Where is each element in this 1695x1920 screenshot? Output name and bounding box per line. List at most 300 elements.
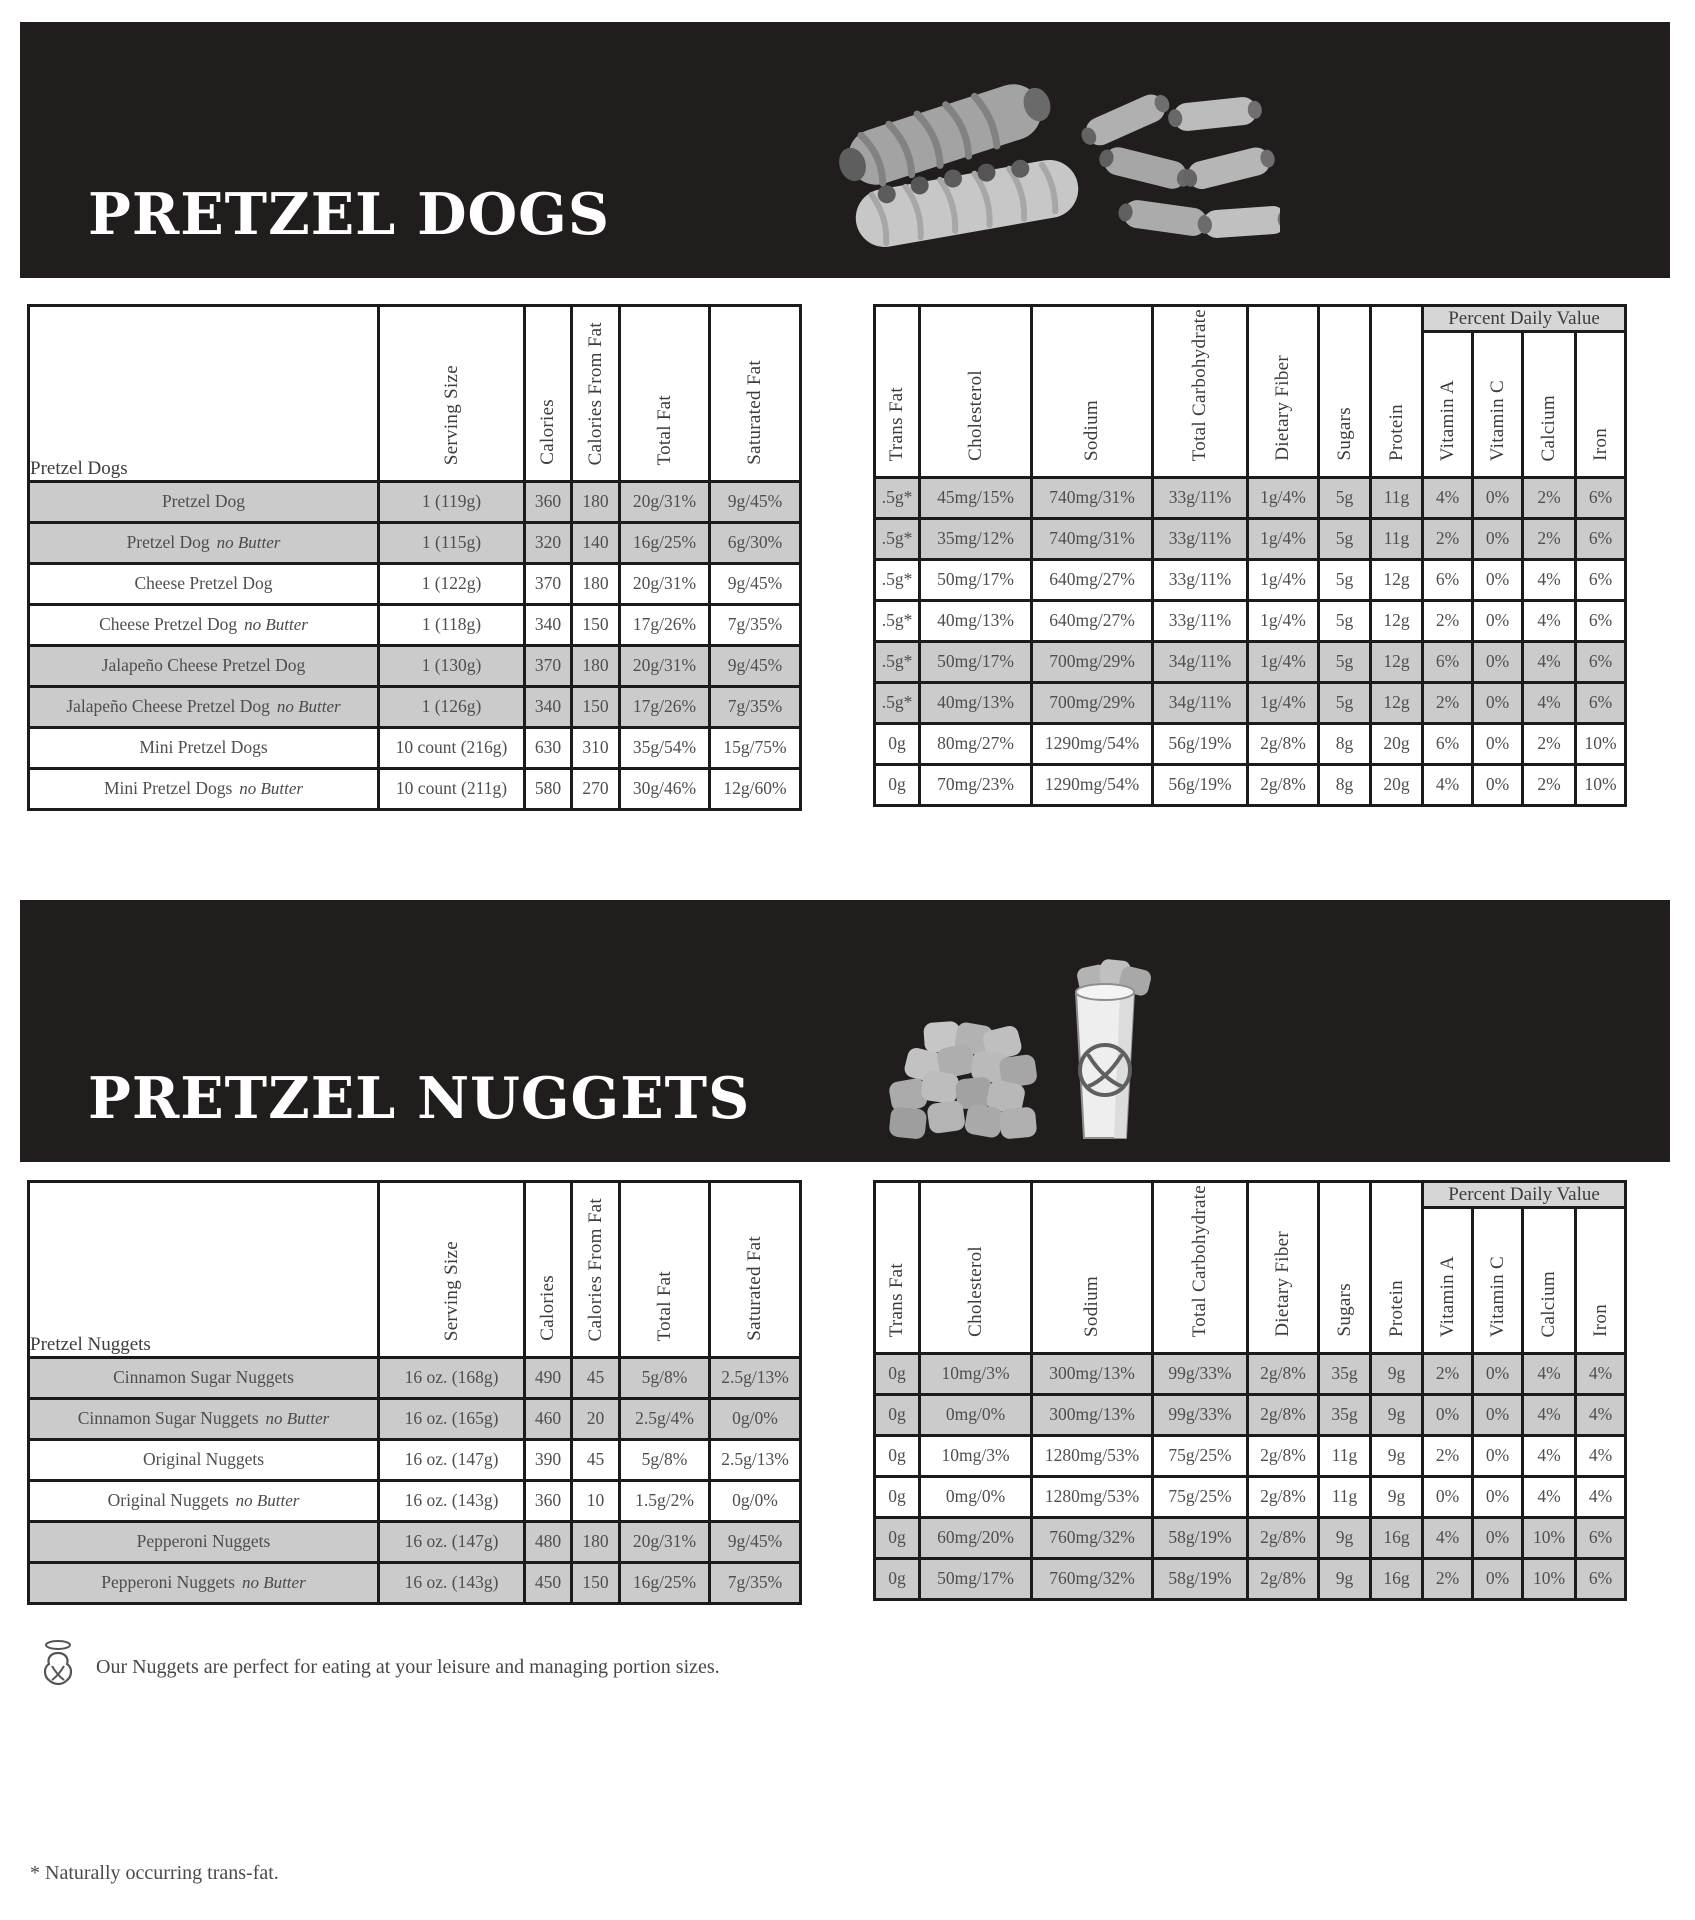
value-cell: 4% bbox=[1423, 478, 1473, 519]
table-row bbox=[29, 1399, 801, 1440]
value-cell: .5g* bbox=[875, 683, 920, 724]
table-header-row bbox=[29, 1182, 801, 1358]
column-header bbox=[1153, 306, 1248, 478]
column-header bbox=[920, 306, 1032, 478]
pretzel-nuggets-banner bbox=[20, 900, 1670, 1162]
value-cell: 20g bbox=[1371, 765, 1423, 806]
item-name: Cheese Pretzel Dog bbox=[134, 573, 273, 594]
table-header-row bbox=[875, 1182, 1626, 1208]
column-header-label: Dietary Fiber bbox=[1272, 355, 1293, 461]
column-header bbox=[572, 1182, 620, 1358]
value-cell: 1280mg/53% bbox=[1032, 1436, 1153, 1477]
item-name-cell bbox=[29, 1399, 379, 1440]
value-cell: 10% bbox=[1523, 1518, 1576, 1559]
value-cell: 2g/8% bbox=[1248, 1395, 1319, 1436]
value-cell: 0% bbox=[1473, 601, 1523, 642]
column-header-label: Calcium bbox=[1538, 394, 1559, 461]
value-cell: 150 bbox=[572, 1563, 620, 1604]
column-header-label: Trans Fat bbox=[886, 1262, 907, 1337]
table-row bbox=[29, 564, 801, 605]
value-cell: 50mg/17% bbox=[920, 1559, 1032, 1600]
value-cell: 45 bbox=[572, 1358, 620, 1399]
value-cell: 370 bbox=[525, 646, 572, 687]
value-cell: 17g/26% bbox=[620, 605, 710, 646]
value-cell: 9g bbox=[1371, 1354, 1423, 1395]
table-row bbox=[875, 1477, 1626, 1518]
item-name: Jalapeño Cheese Pretzel Dog bbox=[66, 696, 270, 717]
item-name: Pepperoni Nuggets bbox=[101, 1572, 235, 1593]
value-cell: 150 bbox=[572, 605, 620, 646]
item-name-suffix: no Butter bbox=[216, 533, 281, 553]
value-cell: 16 oz. (143g) bbox=[379, 1481, 525, 1522]
column-header bbox=[875, 306, 920, 478]
column-header-label: Iron bbox=[1589, 1304, 1611, 1337]
value-cell: 5g/8% bbox=[620, 1440, 710, 1481]
table-row bbox=[29, 1440, 801, 1481]
table-row bbox=[29, 605, 801, 646]
column-header-label: Cholesterol bbox=[964, 370, 986, 461]
value-cell: 10 bbox=[572, 1481, 620, 1522]
value-cell: 4% bbox=[1576, 1354, 1626, 1395]
value-cell: 0% bbox=[1473, 1395, 1523, 1436]
table-row bbox=[875, 1518, 1626, 1559]
column-header bbox=[1576, 1208, 1626, 1354]
table-row bbox=[29, 687, 801, 728]
value-cell: 4% bbox=[1523, 1354, 1576, 1395]
table-row bbox=[29, 1522, 801, 1563]
value-cell: 56g/19% bbox=[1153, 724, 1248, 765]
table-row bbox=[29, 646, 801, 687]
table-row bbox=[875, 1354, 1626, 1395]
value-cell: 6% bbox=[1576, 519, 1626, 560]
item-name-cell bbox=[29, 1440, 379, 1481]
value-cell: 2.5g/13% bbox=[710, 1358, 801, 1399]
value-cell: 2% bbox=[1423, 683, 1473, 724]
column-header-label: Dietary Fiber bbox=[1272, 1231, 1293, 1337]
column-header bbox=[1248, 1182, 1319, 1354]
value-cell: 0% bbox=[1473, 1477, 1523, 1518]
column-header-label: Vitamin A bbox=[1436, 379, 1458, 461]
column-header-label: Calories From Fat bbox=[584, 1197, 606, 1341]
column-header bbox=[1319, 306, 1371, 478]
item-name-cell bbox=[29, 769, 379, 810]
value-cell: 16 oz. (165g) bbox=[379, 1399, 525, 1440]
pretzel-dogs-title: PRETZEL DOGS bbox=[88, 181, 610, 248]
value-cell: 20g/31% bbox=[620, 564, 710, 605]
column-header-label: Cholesterol bbox=[964, 1246, 986, 1337]
value-cell: 11g bbox=[1371, 519, 1423, 560]
column-header bbox=[1371, 306, 1423, 478]
table-row bbox=[29, 1358, 801, 1399]
value-cell: 16g bbox=[1371, 1518, 1423, 1559]
value-cell: 390 bbox=[525, 1440, 572, 1481]
value-cell: 0g bbox=[875, 1354, 920, 1395]
value-cell: 16 oz. (147g) bbox=[379, 1522, 525, 1563]
item-name-cell bbox=[29, 482, 379, 523]
value-cell: 0% bbox=[1473, 683, 1523, 724]
value-cell: 760mg/32% bbox=[1032, 1518, 1153, 1559]
value-cell: 7g/35% bbox=[710, 605, 801, 646]
value-cell: 0% bbox=[1473, 724, 1523, 765]
column-header-label: Sugars bbox=[1333, 407, 1355, 461]
value-cell: 12g/60% bbox=[710, 769, 801, 810]
item-name-cell bbox=[29, 564, 379, 605]
column-header bbox=[710, 306, 801, 482]
value-cell: 9g/45% bbox=[710, 646, 801, 687]
pretzel-dogs-photo bbox=[820, 56, 1280, 268]
value-cell: 9g bbox=[1319, 1518, 1371, 1559]
column-header-label: Serving Size bbox=[440, 1240, 462, 1341]
value-cell: 0g bbox=[875, 1436, 920, 1477]
value-cell: 6% bbox=[1576, 478, 1626, 519]
value-cell: 6% bbox=[1576, 601, 1626, 642]
value-cell: 7g/35% bbox=[710, 1563, 801, 1604]
column-header-label: Vitamin A bbox=[1436, 1255, 1458, 1337]
value-cell: 1290mg/54% bbox=[1032, 765, 1153, 806]
item-name-cell bbox=[29, 523, 379, 564]
column-header bbox=[1423, 332, 1473, 478]
item-name: Pretzel Dog bbox=[126, 532, 210, 553]
value-cell: 34g/11% bbox=[1153, 683, 1248, 724]
value-cell: 45 bbox=[572, 1440, 620, 1481]
pretzel-nuggets-macros-table bbox=[27, 1180, 802, 1605]
column-header-label: Sodium bbox=[1081, 1276, 1102, 1337]
item-name-suffix: no Butter bbox=[244, 615, 308, 635]
table-row bbox=[875, 1559, 1626, 1600]
value-cell: 58g/19% bbox=[1153, 1518, 1248, 1559]
value-cell: 1g/4% bbox=[1248, 642, 1319, 683]
item-name-suffix: no Butter bbox=[276, 697, 341, 717]
value-cell: 300mg/13% bbox=[1032, 1395, 1153, 1436]
value-cell: 6% bbox=[1576, 1559, 1626, 1600]
value-cell: 0mg/0% bbox=[920, 1477, 1032, 1518]
value-cell: 12g bbox=[1371, 560, 1423, 601]
table-row bbox=[875, 765, 1626, 806]
value-cell: 16 oz. (143g) bbox=[379, 1563, 525, 1604]
percent-daily-value-header: Percent Daily Value bbox=[1423, 1182, 1626, 1208]
column-header bbox=[620, 306, 710, 482]
value-cell: 5g bbox=[1319, 601, 1371, 642]
column-header bbox=[920, 1182, 1032, 1354]
column-header-label: Calories From Fat bbox=[584, 321, 606, 465]
value-cell: 6% bbox=[1423, 724, 1473, 765]
table-header-row bbox=[875, 306, 1626, 332]
value-cell: 10% bbox=[1523, 1559, 1576, 1600]
table-corner-label: Pretzel Dogs bbox=[30, 458, 128, 479]
value-cell: 4% bbox=[1423, 1518, 1473, 1559]
column-header-label: Total Carbohydrate bbox=[1189, 308, 1210, 461]
value-cell: 0% bbox=[1473, 1559, 1523, 1600]
value-cell: 180 bbox=[572, 482, 620, 523]
value-cell: 320 bbox=[525, 523, 572, 564]
value-cell: 35g bbox=[1319, 1354, 1371, 1395]
value-cell: 16 oz. (168g) bbox=[379, 1358, 525, 1399]
value-cell: .5g* bbox=[875, 560, 920, 601]
value-cell: 8g bbox=[1319, 765, 1371, 806]
value-cell: 4% bbox=[1523, 601, 1576, 642]
column-header-label: Sodium bbox=[1081, 400, 1102, 461]
column-header bbox=[1523, 332, 1576, 478]
item-name: Original Nuggets bbox=[142, 1449, 265, 1470]
value-cell: 2% bbox=[1523, 519, 1576, 560]
item-name: Cinnamon Sugar Nuggets bbox=[113, 1367, 294, 1388]
value-cell: 80mg/27% bbox=[920, 724, 1032, 765]
value-cell: 58g/19% bbox=[1153, 1559, 1248, 1600]
value-cell: 34g/11% bbox=[1153, 642, 1248, 683]
pretzel-dogs-daily-value-table bbox=[873, 304, 1627, 807]
value-cell: 0g bbox=[875, 1559, 920, 1600]
value-cell: 9g bbox=[1371, 1395, 1423, 1436]
pretzel-dogs-micros-table bbox=[873, 304, 1627, 807]
value-cell: 2g/8% bbox=[1248, 1436, 1319, 1477]
value-cell: 700mg/29% bbox=[1032, 683, 1153, 724]
item-name-cell bbox=[29, 1563, 379, 1604]
item-name-suffix: no Butter bbox=[239, 779, 304, 799]
value-cell: 0% bbox=[1473, 1354, 1523, 1395]
value-cell: 2g/8% bbox=[1248, 1559, 1319, 1600]
value-cell: 6% bbox=[1576, 683, 1626, 724]
table-row bbox=[29, 728, 801, 769]
column-header bbox=[379, 306, 525, 482]
trans-fat-footnote: * Naturally occurring trans-fat. bbox=[30, 1862, 279, 1884]
value-cell: 5g bbox=[1319, 683, 1371, 724]
column-header-label: Calories bbox=[537, 1275, 558, 1341]
value-cell: 35g/54% bbox=[620, 728, 710, 769]
item-name: Original Nuggets bbox=[107, 1490, 229, 1511]
column-header bbox=[1423, 1208, 1473, 1354]
value-cell: 10% bbox=[1576, 765, 1626, 806]
table-row bbox=[875, 560, 1626, 601]
value-cell: 1280mg/53% bbox=[1032, 1477, 1153, 1518]
value-cell: 10mg/3% bbox=[920, 1436, 1032, 1477]
value-cell: 50mg/17% bbox=[920, 642, 1032, 683]
value-cell: 75g/25% bbox=[1153, 1477, 1248, 1518]
value-cell: 1g/4% bbox=[1248, 683, 1319, 724]
table-row bbox=[875, 478, 1626, 519]
value-cell: 4% bbox=[1523, 683, 1576, 724]
value-cell: 1 (119g) bbox=[379, 482, 525, 523]
table-row bbox=[875, 519, 1626, 560]
value-cell: 6% bbox=[1423, 560, 1473, 601]
item-name-suffix: no Butter bbox=[265, 1409, 330, 1429]
value-cell: 9g/45% bbox=[710, 482, 801, 523]
value-cell: 75g/25% bbox=[1153, 1436, 1248, 1477]
value-cell: 12g bbox=[1371, 642, 1423, 683]
value-cell: 450 bbox=[525, 1563, 572, 1604]
value-cell: 50mg/17% bbox=[920, 560, 1032, 601]
value-cell: 33g/11% bbox=[1153, 519, 1248, 560]
value-cell: 2g/8% bbox=[1248, 765, 1319, 806]
value-cell: 1g/4% bbox=[1248, 478, 1319, 519]
item-name: Cheese Pretzel Dog bbox=[99, 614, 238, 635]
item-name: Pepperoni Nuggets bbox=[136, 1531, 271, 1552]
value-cell: 60mg/20% bbox=[920, 1518, 1032, 1559]
value-cell: 12g bbox=[1371, 683, 1423, 724]
value-cell: 0g bbox=[875, 765, 920, 806]
column-header bbox=[710, 1182, 801, 1358]
value-cell: 33g/11% bbox=[1153, 560, 1248, 601]
value-cell: 2g/8% bbox=[1248, 1518, 1319, 1559]
value-cell: 56g/19% bbox=[1153, 765, 1248, 806]
pretzel-nuggets-daily-value-table bbox=[873, 1180, 1627, 1601]
value-cell: 150 bbox=[572, 687, 620, 728]
value-cell: 7g/35% bbox=[710, 687, 801, 728]
value-cell: .5g* bbox=[875, 601, 920, 642]
value-cell: 370 bbox=[525, 564, 572, 605]
value-cell: .5g* bbox=[875, 478, 920, 519]
value-cell: 40mg/13% bbox=[920, 601, 1032, 642]
value-cell: 270 bbox=[572, 769, 620, 810]
table-row bbox=[875, 683, 1626, 724]
value-cell: 9g/45% bbox=[710, 1522, 801, 1563]
pretzel-dogs-serving-table bbox=[27, 304, 802, 811]
value-cell: 0% bbox=[1473, 765, 1523, 806]
value-cell: 0% bbox=[1473, 642, 1523, 683]
value-cell: 300mg/13% bbox=[1032, 1354, 1153, 1395]
column-header bbox=[1153, 1182, 1248, 1354]
column-header bbox=[1032, 1182, 1153, 1354]
value-cell: 760mg/32% bbox=[1032, 1559, 1153, 1600]
value-cell: 99g/33% bbox=[1153, 1395, 1248, 1436]
column-header-label: Saturated Fat bbox=[744, 360, 765, 465]
value-cell: 310 bbox=[572, 728, 620, 769]
nuggets-note bbox=[38, 1638, 720, 1696]
column-header bbox=[1576, 332, 1626, 478]
value-cell: 45mg/15% bbox=[920, 478, 1032, 519]
table-row bbox=[29, 523, 801, 564]
value-cell: 1290mg/54% bbox=[1032, 724, 1153, 765]
value-cell: 5g bbox=[1319, 560, 1371, 601]
value-cell: 11g bbox=[1319, 1477, 1371, 1518]
value-cell: 70mg/23% bbox=[920, 765, 1032, 806]
column-header bbox=[1032, 306, 1153, 478]
table-row bbox=[875, 601, 1626, 642]
value-cell: 0% bbox=[1423, 1395, 1473, 1436]
value-cell: 5g bbox=[1319, 519, 1371, 560]
value-cell: 4% bbox=[1523, 1477, 1576, 1518]
item-name-cell bbox=[29, 1522, 379, 1563]
value-cell: 15g/75% bbox=[710, 728, 801, 769]
value-cell: .5g* bbox=[875, 519, 920, 560]
value-cell: 490 bbox=[525, 1358, 572, 1399]
value-cell: 1g/4% bbox=[1248, 519, 1319, 560]
value-cell: 2% bbox=[1523, 724, 1576, 765]
value-cell: 4% bbox=[1423, 765, 1473, 806]
value-cell: 33g/11% bbox=[1153, 478, 1248, 519]
column-header bbox=[1523, 1208, 1576, 1354]
table-corner-header bbox=[29, 306, 379, 482]
value-cell: 9g bbox=[1319, 1559, 1371, 1600]
column-header-label: Sugars bbox=[1333, 1283, 1355, 1337]
item-name-cell bbox=[29, 1358, 379, 1399]
column-header-label: Iron bbox=[1589, 428, 1611, 461]
pretzel-dogs-macros-table bbox=[27, 304, 802, 811]
value-cell: 180 bbox=[572, 646, 620, 687]
column-header-label: Calories bbox=[537, 399, 558, 465]
value-cell: 10 count (211g) bbox=[379, 769, 525, 810]
table-header-row bbox=[29, 306, 801, 482]
pretzel-nuggets-serving-table bbox=[27, 1180, 802, 1605]
value-cell: 4% bbox=[1523, 560, 1576, 601]
value-cell: 640mg/27% bbox=[1032, 560, 1153, 601]
value-cell: 360 bbox=[525, 1481, 572, 1522]
table-row bbox=[29, 769, 801, 810]
column-header bbox=[875, 1182, 920, 1354]
value-cell: 35mg/12% bbox=[920, 519, 1032, 560]
value-cell: 16g/25% bbox=[620, 1563, 710, 1604]
column-header bbox=[525, 306, 572, 482]
value-cell: 480 bbox=[525, 1522, 572, 1563]
value-cell: 140 bbox=[572, 523, 620, 564]
value-cell: 0% bbox=[1473, 478, 1523, 519]
table-row bbox=[29, 1481, 801, 1522]
column-header bbox=[620, 1182, 710, 1358]
angel-pretzel-icon bbox=[38, 1638, 78, 1696]
value-cell: 640mg/27% bbox=[1032, 601, 1153, 642]
item-name-cell bbox=[29, 687, 379, 728]
value-cell: 1.5g/2% bbox=[620, 1481, 710, 1522]
value-cell: 6% bbox=[1576, 1518, 1626, 1559]
column-header-label: Vitamin C bbox=[1486, 1255, 1508, 1337]
value-cell: 4% bbox=[1523, 642, 1576, 683]
item-name-cell bbox=[29, 605, 379, 646]
value-cell: 2g/8% bbox=[1248, 724, 1319, 765]
column-header-label: Saturated Fat bbox=[744, 1236, 765, 1341]
value-cell: .5g* bbox=[875, 642, 920, 683]
value-cell: 10% bbox=[1576, 724, 1626, 765]
value-cell: 5g bbox=[1319, 478, 1371, 519]
column-header bbox=[525, 1182, 572, 1358]
value-cell: 0g/0% bbox=[710, 1481, 801, 1522]
value-cell: 1g/4% bbox=[1248, 601, 1319, 642]
value-cell: 1 (118g) bbox=[379, 605, 525, 646]
item-name-cell bbox=[29, 646, 379, 687]
table-row bbox=[875, 724, 1626, 765]
value-cell: 9g/45% bbox=[710, 564, 801, 605]
value-cell: 30g/46% bbox=[620, 769, 710, 810]
item-name: Mini Pretzel Dogs bbox=[103, 778, 233, 799]
pretzel-dogs-banner bbox=[20, 22, 1670, 278]
value-cell: 2% bbox=[1423, 1559, 1473, 1600]
value-cell: 20g/31% bbox=[620, 646, 710, 687]
value-cell: 12g bbox=[1371, 601, 1423, 642]
value-cell: 340 bbox=[525, 605, 572, 646]
table-row bbox=[875, 642, 1626, 683]
item-name-suffix: no Butter bbox=[235, 1491, 300, 1511]
value-cell: 6% bbox=[1423, 642, 1473, 683]
value-cell: 0g bbox=[875, 724, 920, 765]
value-cell: 2% bbox=[1423, 601, 1473, 642]
value-cell: 0mg/0% bbox=[920, 1395, 1032, 1436]
table-row bbox=[29, 482, 801, 523]
value-cell: 1 (130g) bbox=[379, 646, 525, 687]
value-cell: 180 bbox=[572, 1522, 620, 1563]
value-cell: 99g/33% bbox=[1153, 1354, 1248, 1395]
value-cell: 0% bbox=[1473, 519, 1523, 560]
value-cell: 340 bbox=[525, 687, 572, 728]
value-cell: 0% bbox=[1473, 1436, 1523, 1477]
value-cell: 2% bbox=[1523, 478, 1576, 519]
value-cell: 2.5g/4% bbox=[620, 1399, 710, 1440]
value-cell: 11g bbox=[1371, 478, 1423, 519]
item-name: Pretzel Dog bbox=[161, 491, 246, 512]
column-header-label: Trans Fat bbox=[886, 386, 907, 461]
pretzel-nuggets-title: PRETZEL NUGGETS bbox=[88, 1065, 751, 1132]
value-cell: 5g/8% bbox=[620, 1358, 710, 1399]
value-cell: 6% bbox=[1576, 642, 1626, 683]
value-cell: 1 (122g) bbox=[379, 564, 525, 605]
value-cell: 35g bbox=[1319, 1395, 1371, 1436]
